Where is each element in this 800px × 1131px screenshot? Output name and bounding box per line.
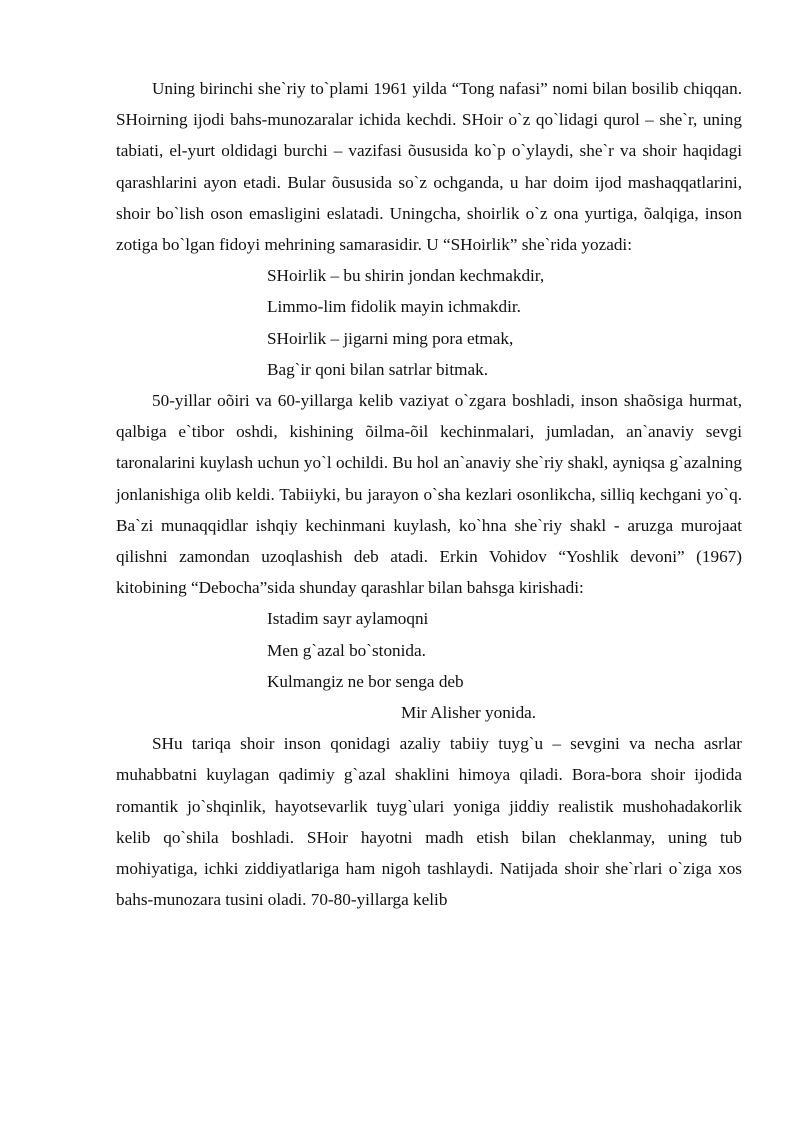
paragraph-fifties: 50-yillar oõiri va 60-yillarga kelib vaziyat o`zgara boshladi, inson shaõsiga hurmat, qalbiga e`tibor oshdi, kishining õilma-õil kechinmalari, jumladan, an`anaviy sevgi taronalarini kuylash uchun yo`l ochildi. Bu hol an`anaviy she`riy shakl, ayniqsa g`azalning jonlanishiga olib keldi. Tabiiyki, bu jarayon o`sha kezlari osonlikcha, silliq kechgani yo`q. Ba`zi munaqqidlar ishqiy kechinmani kuylash, ko`hna she`riy shakl - aruzga murojaat qilishni zamondan uzoqlashish deb atadi. Erkin Vohidov “Yoshlik devoni” (1967) kitobining “Debocha”sida shunday qarashlar bilan bahsga kirishadi: — [116, 391, 742, 598]
text-column — [116, 73, 742, 915]
verse-line: Limmo-lim fidolik mayin ichmakdir. — [267, 297, 521, 317]
verse-line: Istadim sayr aylamoqni — [267, 609, 429, 629]
verse-line: Bag`ir qoni bilan satrlar bitmak. — [267, 359, 488, 379]
verse-line: Kulmangiz ne bor senga deb — [267, 671, 464, 691]
verse-line: Mir Alisher yonida. — [401, 703, 537, 723]
verse-line: SHoirlik – bu shirin jondan kechmakdir, — [267, 266, 545, 286]
verse-line: SHoirlik – jigarni ming pora etmak, — [267, 328, 514, 348]
verse-shoirlik — [116, 260, 742, 385]
paragraph-intro: Uning birinchi she`riy to`plami 1961 yilda “Tong nafasi” nomi bilan bosilib chiqqan. SHoirning ijodi bahs-munozaralar ichida kechdi. SHoir o`z qo`lidagi qurol – she`r, uning tabiati, el-yurt oldidagi burchi – vazifasi õususida ko`p o`ylaydi, she`r va shoir haqidagi qarashlarini ayon etadi. Bular õususida so`z ochganda, u har doim ijod mashaqqatlarini, shoir bo`lish oson emasligini eslatadi. Uningcha, shoirlik o`z ona yurtiga, õalqiga, inson zotiga bo`lgan fidoyi mehrining samarasidir. U “SHoirlik” she`rida yozadi: — [116, 79, 742, 255]
verse-line: Men g`azal bo`stonida. — [267, 640, 426, 660]
paragraph-conclusion: SHu tariqa shoir inson qonidagi azaliy tabiiy tuyg`u – sevgini va necha asrlar muhabbatni kuylagan qadimiy g`azal shaklini himoya qiladi. Bora-bora shoir ijodida romantik jo`shqinlik, hayotsevarlik tuyg`ulari yoniga jiddiy realistik mushohadakorlik kelib qo`shila boshladi. SHoir hayotni madh etish bilan cheklanmay, uning tub mohiyatiga, ichki ziddiyatlariga ham nigoh tashlaydi. Natijada shoir she`rlari o`ziga xos bahs-munozara tusini oladi. 70-80-yillarga kelib — [116, 734, 742, 910]
verse-debocha — [116, 603, 742, 728]
